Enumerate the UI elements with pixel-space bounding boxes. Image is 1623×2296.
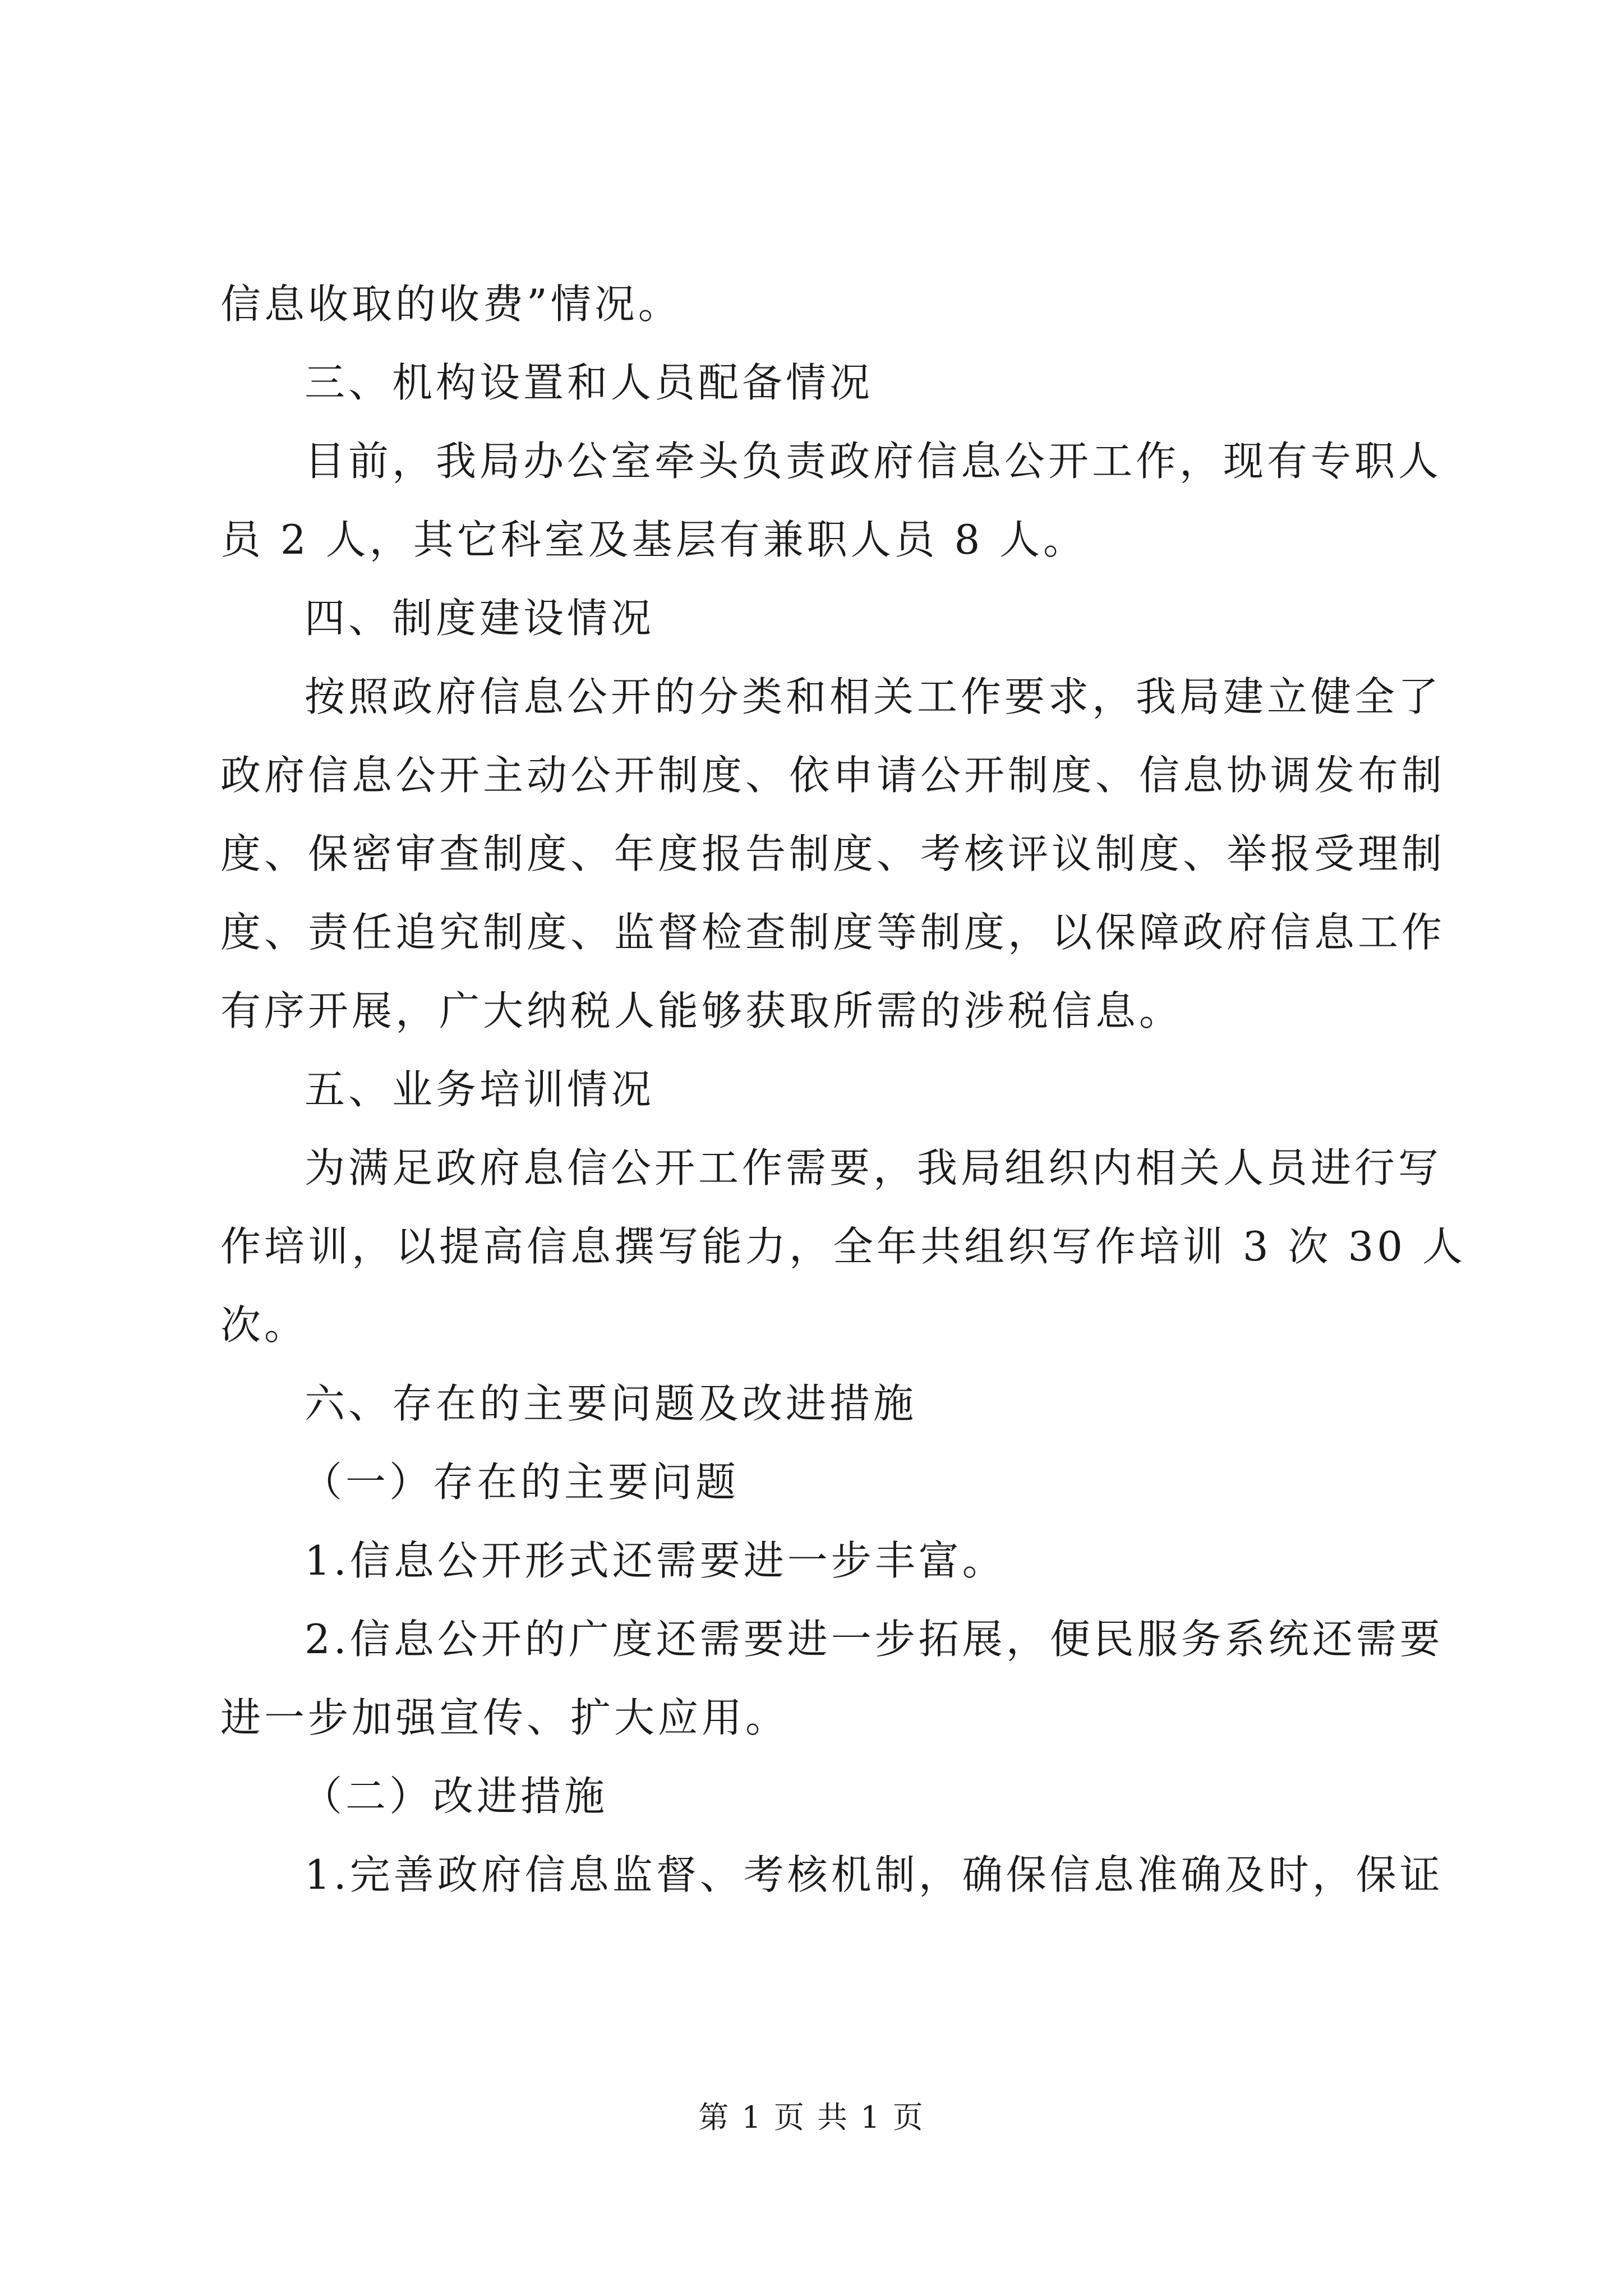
paragraph-line: 按照政府信息公开的分类和相关工作要求，我局建立健全了 bbox=[305, 673, 1442, 720]
list-item: 1.完善政府信息监督、考核机制，确保信息准确及时，保证 bbox=[305, 1851, 1444, 1898]
subsection-heading-1: （一）存在的主要问题 bbox=[302, 1458, 740, 1506]
paragraph-line: 度、责任追究制度、监督检查制度等制度，以保障政府信息工作 bbox=[220, 909, 1446, 956]
paragraph-line: 员 2 人，其它科室及基层有兼职人员 8 人。 bbox=[220, 516, 1087, 563]
paragraph-line: 信息收取的收费”情况。 bbox=[220, 280, 682, 328]
subsection-heading-2: （二）改进措施 bbox=[302, 1773, 608, 1820]
list-item: 2.信息公开的广度还需要进一步拓展，便民服务系统还需要 bbox=[305, 1616, 1444, 1663]
page-footer: 第 1 页 共 1 页 bbox=[698, 2100, 925, 2135]
paragraph-line: 度、保密审查制度、年度报告制度、考核评议制度、举报受理制 bbox=[220, 830, 1446, 877]
paragraph-line: 作培训，以提高信息撰写能力，全年共组织写作培训 3 次 30 人 bbox=[220, 1223, 1466, 1270]
paragraph-line: 进一步加强宣传、扩大应用。 bbox=[220, 1694, 790, 1741]
list-item: 1.信息公开形式还需要进一步丰富。 bbox=[305, 1537, 1006, 1584]
paragraph-line: 目前，我局办公室牵头负责政府信息公开工作，现有专职人 bbox=[305, 438, 1442, 485]
section-heading-6: 六、存在的主要问题及改进措施 bbox=[305, 1380, 917, 1427]
paragraph-line: 政府信息公开主动公开制度、依申请公开制度、信息协调发布制 bbox=[220, 752, 1446, 799]
paragraph-line: 为满足政府息信公开工作需要，我局组织内相关人员进行写 bbox=[305, 1144, 1442, 1191]
paragraph-line: 次。 bbox=[220, 1301, 308, 1349]
section-heading-4: 四、制度建设情况 bbox=[305, 595, 655, 642]
paragraph-line: 有序开展，广大纳税人能够获取所需的涉税信息。 bbox=[220, 987, 1183, 1034]
section-heading-5: 五、业务培训情况 bbox=[305, 1066, 655, 1113]
document-body bbox=[220, 265, 1466, 1914]
section-heading-3: 三、机构设置和人员配备情况 bbox=[305, 359, 874, 406]
